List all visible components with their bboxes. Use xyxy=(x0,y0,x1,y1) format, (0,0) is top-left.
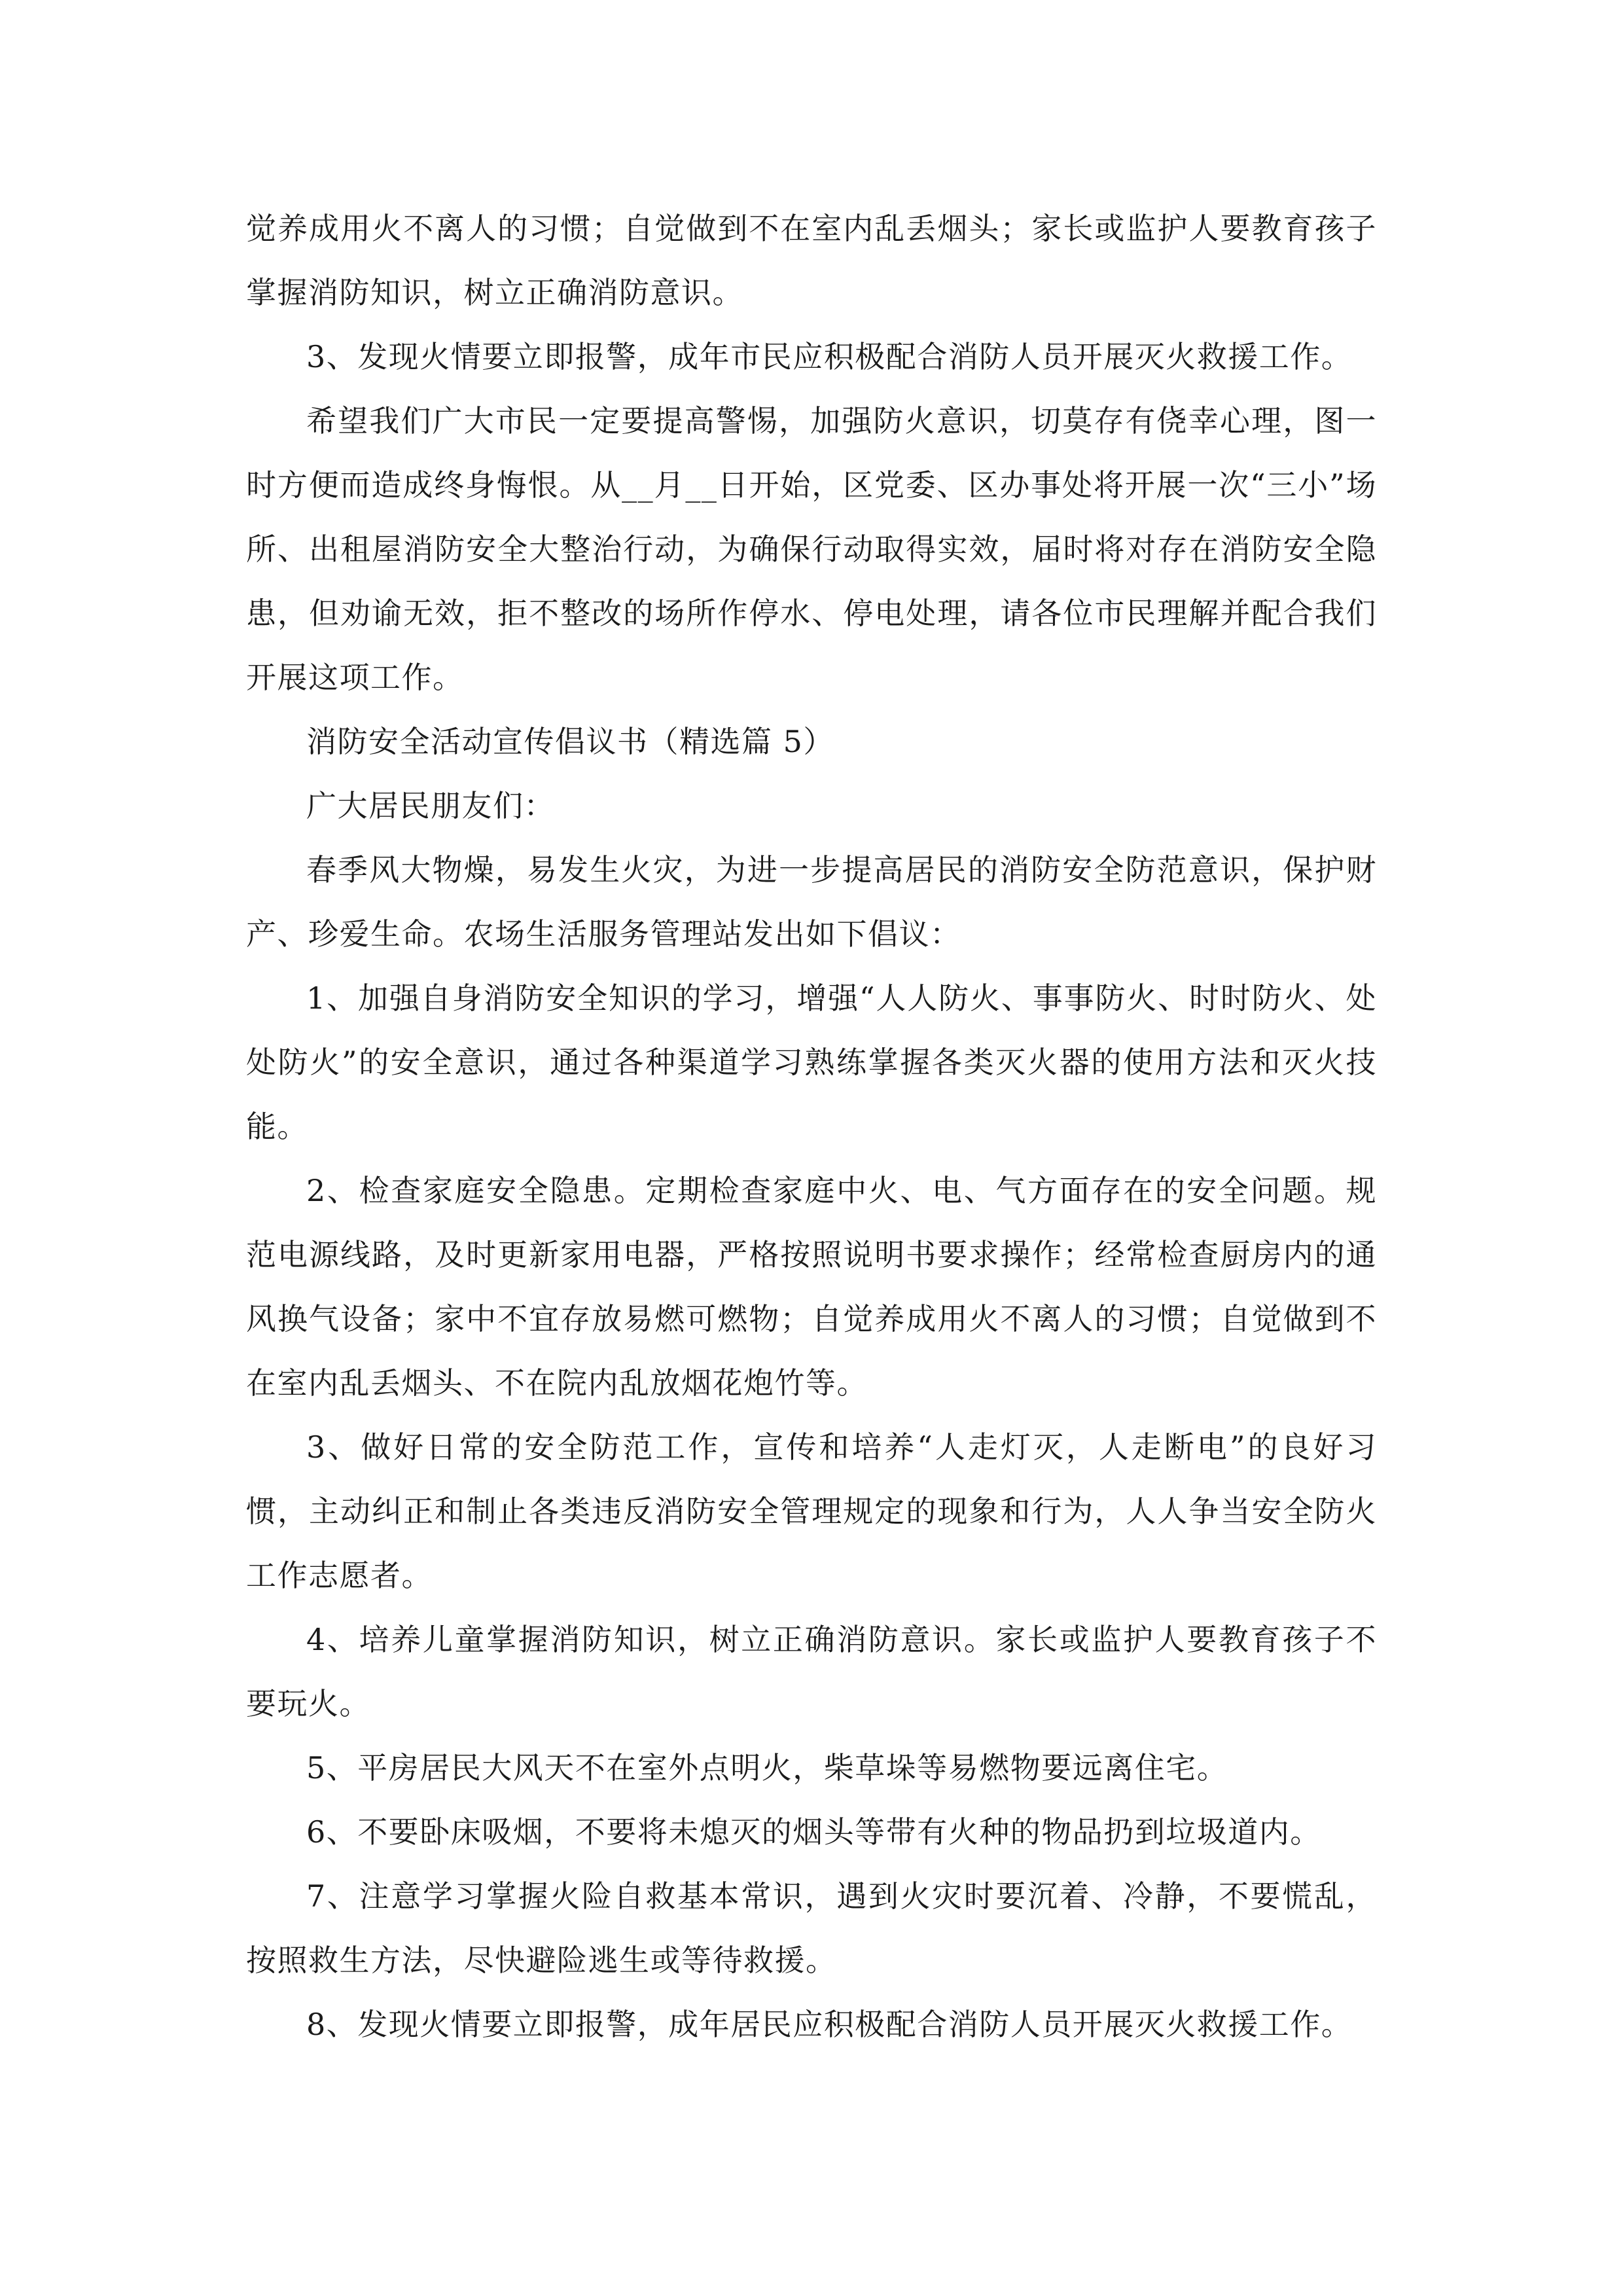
document-body xyxy=(246,196,1377,2056)
paragraph-intro: 春季风大物燥，易发生火灾，为进一步提高居民的消防安全防范意识，保护财产、珍爱生命。农场生活服务管理站发出如下倡议： xyxy=(246,852,1377,952)
section-heading: 消防安全活动宣传倡议书（精选篇 5） xyxy=(306,724,834,759)
paragraph-hope-appeal: 希望我们广大市民一定要提高警惕，加强防火意识，切莫存有侥幸心理，图一时方便而造成终身悔恨。从__月__日开始，区党委、区办事处将开展一次“三小”场所、出租屋消防安全大整治行动，为确保行动取得实效，届时将对存在消防安全隐患，但劝谕无效，拒不整改的场所作停水、停电处理，请各位市民理解并配合我们开展这项工作。 xyxy=(246,403,1377,695)
list-item-6: 6、不要卧床吸烟，不要将未熄灭的烟头等带有火种的物品扔到垃圾道内。 xyxy=(306,1814,1321,1850)
list-item-3: 3、做好日常的安全防范工作，宣传和培养“人走灯灭，人走断电”的良好习惯，主动纠正和制止各类违反消防安全管理规定的现象和行为，人人争当安全防火工作志愿者。 xyxy=(246,1429,1377,1593)
list-item-8: 8、发现火情要立即报警，成年居民应积极配合消防人员开展灭火救援工作。 xyxy=(306,2007,1353,2042)
list-item-7: 7、注意学习掌握火险自救基本常识，遇到火灾时要沉着、冷静，不要慌乱，按照救生方法，尽快避险逃生或等待救援。 xyxy=(246,1878,1377,1978)
list-item-5: 5、平房居民大风天不在室外点明火，柴草垛等易燃物要远离住宅。 xyxy=(306,1750,1228,1785)
paragraph-item-3-report-fire: 3、发现火情要立即报警，成年市民应积极配合消防人员开展灭火救援工作。 xyxy=(306,339,1353,374)
paragraph-continuation: 觉养成用火不离人的习惯；自觉做到不在室内乱丢烟头；家长或监护人要教育孩子掌握消防知识，树立正确消防意识。 xyxy=(246,211,1377,310)
list-item-2: 2、检查家庭安全隐患。定期检查家庭中火、电、气方面存在的安全问题。规范电源线路，及时更新家用电器，严格按照说明书要求操作；经常检查厨房内的通风换气设备；家中不宜存放易燃可燃物；自觉养成用火不离人的习惯；自觉做到不在室内乱丢烟头、不在院内乱放烟花炮竹等。 xyxy=(246,1173,1377,1401)
list-item-4: 4、培养儿童掌握消防知识，树立正确消防意识。家长或监护人要教育孩子不要玩火。 xyxy=(246,1622,1377,1721)
list-item-1: 1、加强自身消防安全知识的学习，增强“人人防火、事事防火、时时防火、处处防火”的安全意识，通过各种渠道学习熟练掌握各类灭火器的使用方法和灭火技能。 xyxy=(246,980,1377,1144)
salutation: 广大居民朋友们： xyxy=(306,788,555,823)
